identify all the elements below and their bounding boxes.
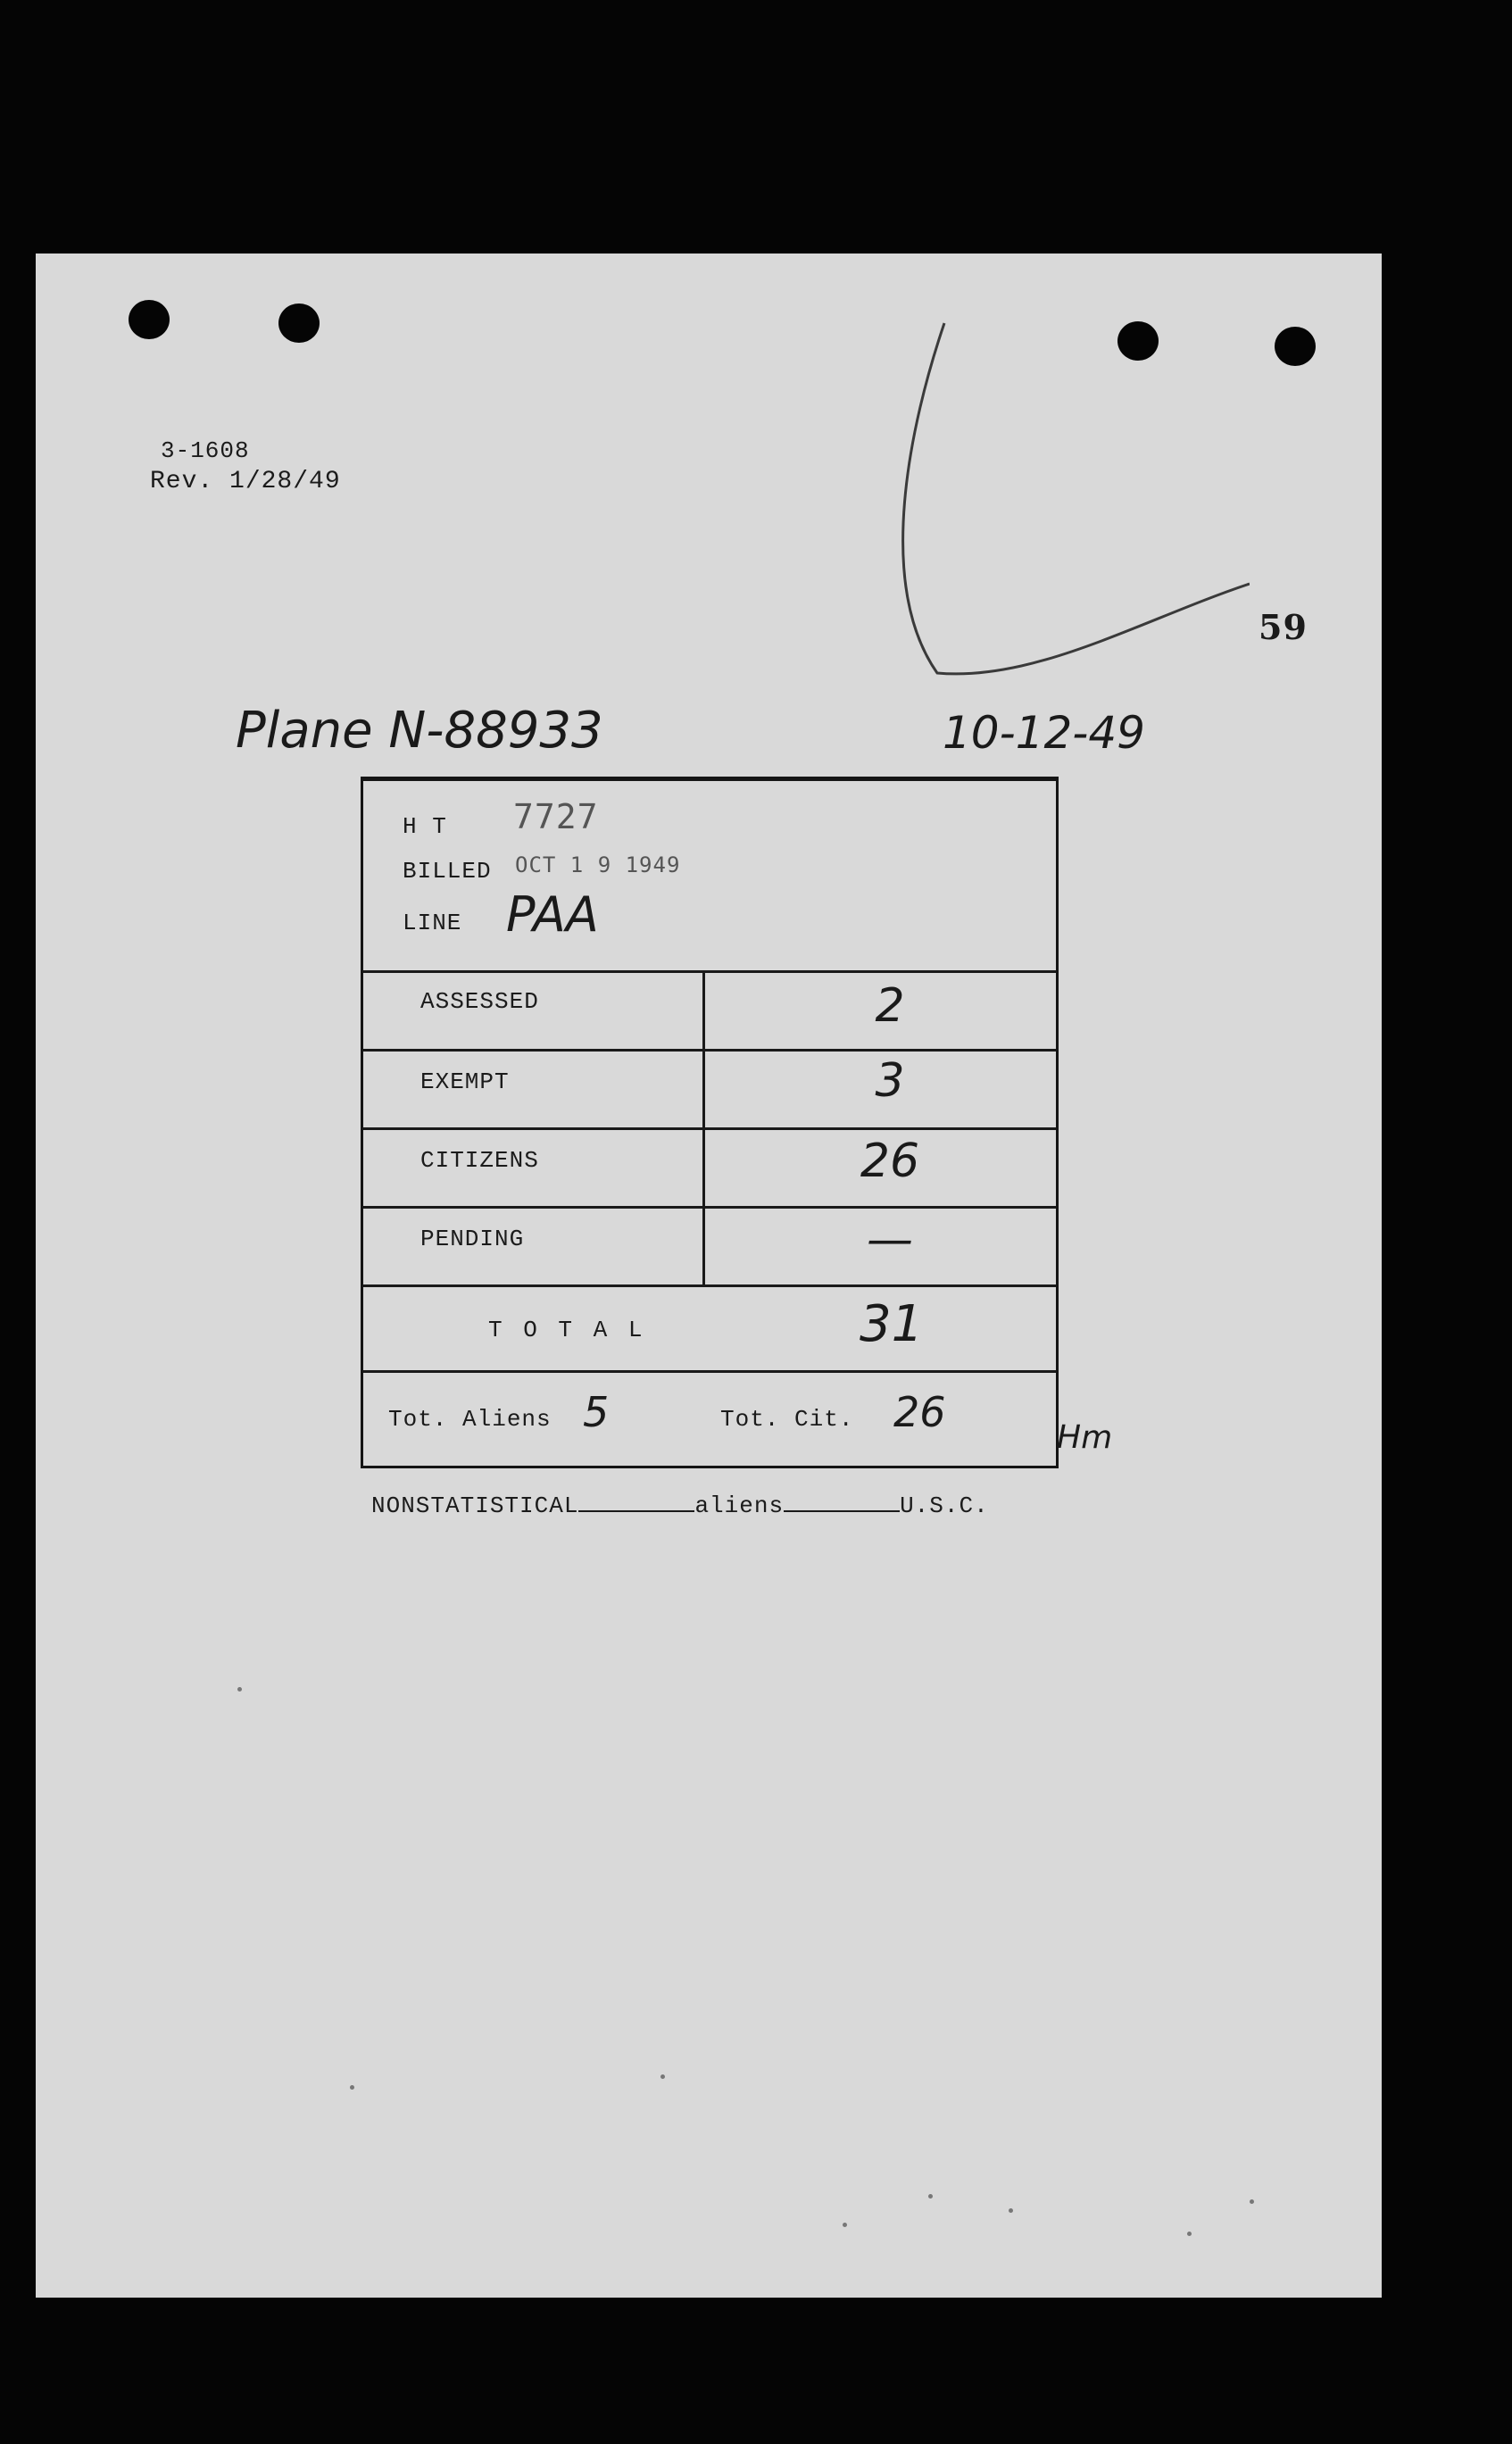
speck — [660, 2074, 665, 2079]
line-value: PAA — [506, 886, 599, 943]
date-handwritten: 10-12-49 — [943, 707, 1145, 759]
row-value-citizens: 26 — [860, 1135, 920, 1188]
nonstat-label: NONSTATISTICAL — [371, 1492, 579, 1519]
billed-date-stamp: OCT 1 9 1949 — [515, 852, 681, 877]
divider-row-4 — [363, 1284, 1056, 1287]
divider-total — [363, 1370, 1056, 1373]
speck — [928, 2194, 933, 2199]
punch-hole-4 — [1275, 327, 1316, 366]
speck — [1250, 2199, 1254, 2204]
plane-handwritten: Plane N-88933 — [236, 702, 603, 760]
punch-hole-2 — [278, 303, 320, 343]
divider-row-3 — [363, 1206, 1056, 1209]
table-column-divider — [702, 970, 705, 1284]
divider-header — [363, 970, 1056, 973]
speck — [843, 2223, 847, 2227]
speck — [237, 1687, 242, 1692]
ht-value: 7727 — [513, 797, 599, 836]
speck — [1009, 2208, 1013, 2213]
billed-label: BILLED — [403, 858, 492, 885]
total-label: T O T A L — [488, 1317, 646, 1343]
total-value: 31 — [860, 1295, 924, 1353]
row-label-exempt: EXEMPT — [420, 1068, 510, 1095]
tot-aliens-label: Tot. Aliens — [388, 1406, 552, 1433]
form-revision: Rev. 1/28/49 — [150, 468, 341, 495]
divider-row-2 — [363, 1127, 1056, 1130]
row-value-exempt: 3 — [875, 1054, 905, 1108]
nonstat-aliens-blank — [578, 1491, 694, 1512]
pencil-mark — [875, 316, 1250, 682]
nonstat-usc-label: U.S.C. — [900, 1492, 989, 1519]
line-label: LINE — [403, 910, 462, 936]
initials: Hm — [1057, 1419, 1113, 1456]
page-number: 59 — [1259, 607, 1308, 647]
nonstatistical-line — [371, 1491, 989, 1519]
document-page — [36, 254, 1382, 2298]
row-value-pending: — — [867, 1213, 913, 1267]
row-label-citizens: CITIZENS — [420, 1147, 539, 1174]
speck — [350, 2085, 354, 2090]
arrival-form — [361, 777, 1059, 1468]
row-label-assessed: ASSESSED — [420, 988, 539, 1015]
nonstat-usc-blank — [784, 1491, 900, 1512]
tot-cit-value: 26 — [893, 1388, 946, 1436]
nonstat-aliens-label: aliens — [694, 1492, 785, 1519]
row-value-assessed: 2 — [875, 979, 905, 1033]
tot-aliens-value: 5 — [583, 1388, 610, 1436]
speck — [1187, 2232, 1192, 2236]
tot-cit-label: Tot. Cit. — [720, 1406, 854, 1433]
row-label-pending: PENDING — [420, 1226, 525, 1252]
ht-label: H T — [403, 813, 447, 840]
punch-hole-1 — [129, 300, 170, 339]
divider-row-1 — [363, 1049, 1056, 1052]
form-number: 3-1608 — [161, 437, 250, 464]
